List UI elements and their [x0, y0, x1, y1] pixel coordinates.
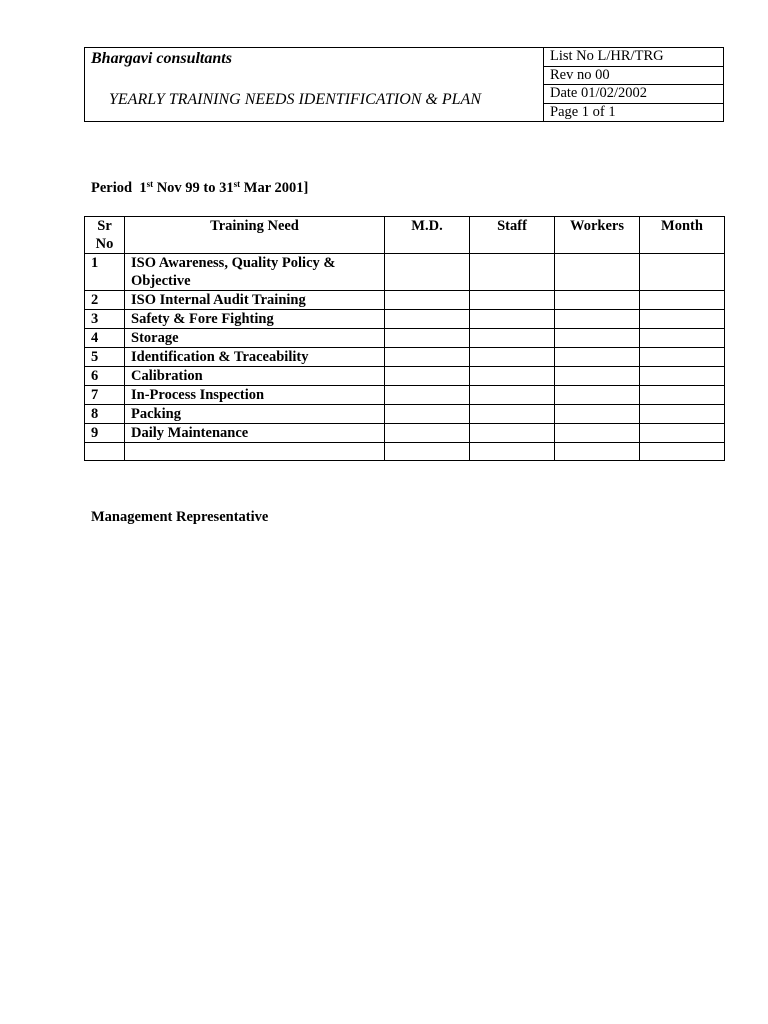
- table-row-empty: [85, 443, 725, 461]
- period-label: Period: [91, 180, 133, 196]
- month-cell: [640, 291, 725, 310]
- staff-cell: [470, 424, 555, 443]
- table-row: [85, 386, 725, 405]
- table-row: [85, 329, 725, 348]
- staff-cell: [470, 254, 555, 291]
- company-name: Bhargavi consultants: [91, 50, 232, 67]
- md-cell: [385, 291, 470, 310]
- md-cell: [385, 310, 470, 329]
- md-cell: [385, 348, 470, 367]
- md-cell: [385, 367, 470, 386]
- rev-no: Rev no 00: [544, 66, 724, 85]
- list-no: List No L/HR/TRG: [544, 48, 724, 67]
- col-header-sr-no: Sr No: [85, 217, 125, 254]
- period-line: [91, 180, 308, 197]
- training-need: Storage: [125, 329, 385, 348]
- month-cell: [640, 367, 725, 386]
- col-header-md: M.D.: [385, 217, 470, 254]
- training-need: Identification & Traceability: [125, 348, 385, 367]
- col-header-workers: Workers: [555, 217, 640, 254]
- month-cell: [640, 405, 725, 424]
- header-title-cell: [85, 48, 544, 122]
- staff-cell: [470, 386, 555, 405]
- table-header-row: [85, 217, 725, 254]
- md-cell: [385, 405, 470, 424]
- col-header-staff: Staff: [470, 217, 555, 254]
- sr-no: 5: [85, 348, 125, 367]
- staff-cell: [470, 443, 555, 461]
- month-cell: [640, 424, 725, 443]
- workers-cell: [555, 367, 640, 386]
- training-needs-table: [84, 216, 725, 461]
- table-row: [85, 310, 725, 329]
- sr-no: 1: [85, 254, 125, 291]
- workers-cell: [555, 405, 640, 424]
- staff-cell: [470, 348, 555, 367]
- doc-date: Date 01/02/2002: [544, 85, 724, 104]
- period-end-suffix: st: [233, 179, 241, 189]
- col-header-month: Month: [640, 217, 725, 254]
- staff-cell: [470, 367, 555, 386]
- document-header: [84, 47, 724, 122]
- workers-cell: [555, 386, 640, 405]
- training-need: [125, 443, 385, 461]
- training-need: ISO Awareness, Quality Policy & Objective: [125, 254, 385, 291]
- md-cell: [385, 329, 470, 348]
- table-row: [85, 291, 725, 310]
- workers-cell: [555, 443, 640, 461]
- training-need: In-Process Inspection: [125, 386, 385, 405]
- page-number: Page 1 of 1: [544, 103, 724, 122]
- month-cell: [640, 348, 725, 367]
- period-end-text: Mar 2001]: [243, 180, 309, 196]
- staff-cell: [470, 291, 555, 310]
- month-cell: [640, 443, 725, 461]
- table-row: [85, 405, 725, 424]
- table-row: [85, 348, 725, 367]
- sr-no: [85, 443, 125, 461]
- md-cell: [385, 424, 470, 443]
- workers-cell: [555, 424, 640, 443]
- sr-no: 3: [85, 310, 125, 329]
- sr-no: 2: [85, 291, 125, 310]
- period-range-text: Nov 99 to 31: [156, 180, 234, 196]
- sr-no: 8: [85, 405, 125, 424]
- month-cell: [640, 254, 725, 291]
- workers-cell: [555, 310, 640, 329]
- staff-cell: [470, 405, 555, 424]
- training-need: Safety & Fore Fighting: [125, 310, 385, 329]
- md-cell: [385, 386, 470, 405]
- sr-no: 7: [85, 386, 125, 405]
- workers-cell: [555, 329, 640, 348]
- sr-no: 6: [85, 367, 125, 386]
- document-title: YEARLY TRAINING NEEDS IDENTIFICATION & PLAN: [109, 91, 481, 108]
- staff-cell: [470, 310, 555, 329]
- training-need: Packing: [125, 405, 385, 424]
- training-need: Calibration: [125, 367, 385, 386]
- workers-cell: [555, 254, 640, 291]
- table-row: [85, 367, 725, 386]
- management-representative-label: Management Representative: [91, 509, 269, 525]
- table-row: [85, 254, 725, 291]
- period-start-day: 1: [139, 180, 147, 196]
- month-cell: [640, 329, 725, 348]
- md-cell: [385, 254, 470, 291]
- md-cell: [385, 443, 470, 461]
- col-header-training-need: Training Need: [125, 217, 385, 254]
- workers-cell: [555, 348, 640, 367]
- training-need: Daily Maintenance: [125, 424, 385, 443]
- period-start-suffix: st: [146, 179, 154, 189]
- month-cell: [640, 310, 725, 329]
- month-cell: [640, 386, 725, 405]
- workers-cell: [555, 291, 640, 310]
- training-need: ISO Internal Audit Training: [125, 291, 385, 310]
- sr-no: 4: [85, 329, 125, 348]
- sr-no: 9: [85, 424, 125, 443]
- table-row: [85, 424, 725, 443]
- staff-cell: [470, 329, 555, 348]
